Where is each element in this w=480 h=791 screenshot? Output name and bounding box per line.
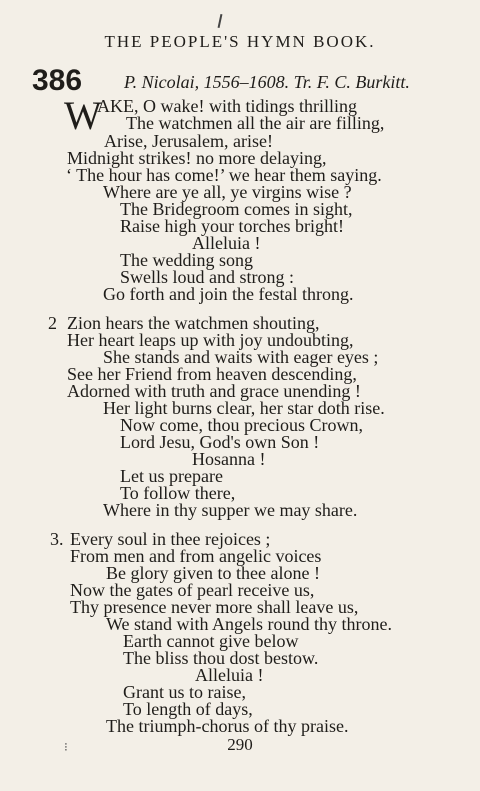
verse-line: Alleluia ! bbox=[195, 665, 264, 685]
verse-line: The Bridegroom comes in sight, bbox=[120, 199, 353, 219]
verse-line: Raise high your torches bright! bbox=[120, 216, 344, 236]
verse-line: The wedding song bbox=[120, 250, 253, 270]
verse-line: Thy presence never more shall leave us, bbox=[70, 597, 359, 617]
verse-line: Where are ye all, ye virgins wise ? bbox=[103, 182, 352, 202]
verse-line: The triumph-chorus of thy praise. bbox=[106, 716, 349, 736]
verse-line: Alleluia ! bbox=[192, 233, 261, 253]
drop-cap: W bbox=[64, 93, 102, 138]
verse-line: To length of days, bbox=[123, 699, 253, 719]
verse-line: Lord Jesu, God's own Son ! bbox=[120, 432, 320, 452]
verse-line: Now come, thou precious Crown, bbox=[120, 415, 363, 435]
verse-line: From men and from angelic voices bbox=[70, 546, 322, 566]
hymn-attribution: P. Nicolai, 1556–1608. Tr. F. C. Burkitt. bbox=[124, 72, 410, 92]
page-number: 290 bbox=[227, 735, 253, 754]
verse-line: We stand with Angels round thy throne. bbox=[106, 614, 393, 634]
verse-line: Her light burns clear, her star doth rise. bbox=[103, 398, 385, 418]
hymn-number: 386 bbox=[32, 64, 83, 97]
verse-line: Where in thy supper we may share. bbox=[103, 500, 358, 520]
running-head: THE PEOPLE'S HYMN BOOK. bbox=[104, 32, 376, 51]
verse-line: Now the gates of pearl receive us, bbox=[70, 580, 315, 600]
verse-line: Be glory given to thee alone ! bbox=[106, 563, 320, 583]
verse-line: Midnight strikes! no more delaying, bbox=[67, 148, 327, 168]
verse-line: ‘ The hour has come!’ we hear them saying. bbox=[66, 165, 382, 185]
verse-line: Earth cannot give below bbox=[123, 631, 299, 651]
verse-line: See her Friend from heaven descending, bbox=[67, 364, 357, 384]
verse-line: She stands and waits with eager eyes ; bbox=[103, 347, 379, 367]
verse-line: Go forth and join the festal throng. bbox=[103, 284, 354, 304]
verse-line: Hosanna ! bbox=[192, 449, 266, 469]
verse-line: The bliss thou dost bestow. bbox=[123, 648, 319, 668]
verse-line: Adorned with truth and grace unending ! bbox=[67, 381, 361, 401]
verse-line: Let us prepare bbox=[120, 466, 223, 486]
verse-line: Every soul in thee rejoices ; bbox=[70, 529, 271, 549]
pencil-mark bbox=[218, 14, 223, 28]
verse-line: Arise, Jerusalem, arise! bbox=[104, 131, 273, 151]
verse-line: Grant us to raise, bbox=[123, 682, 246, 702]
verse-line: Her heart leaps up with joy undoubting, bbox=[67, 330, 354, 350]
verse-number: 2 bbox=[48, 313, 57, 333]
verse-line: To follow there, bbox=[120, 483, 236, 503]
verse-line: The watchmen all the air are filling, bbox=[126, 113, 385, 133]
verse-line: Swells loud and strong : bbox=[120, 267, 294, 287]
verse-number: 3. bbox=[50, 529, 64, 549]
verse-line: Zion hears the watchmen shouting, bbox=[67, 313, 320, 333]
printer-mark: ⁝ bbox=[64, 740, 68, 754]
verse-line: AKE, O wake! with tidings thrilling bbox=[97, 96, 357, 116]
